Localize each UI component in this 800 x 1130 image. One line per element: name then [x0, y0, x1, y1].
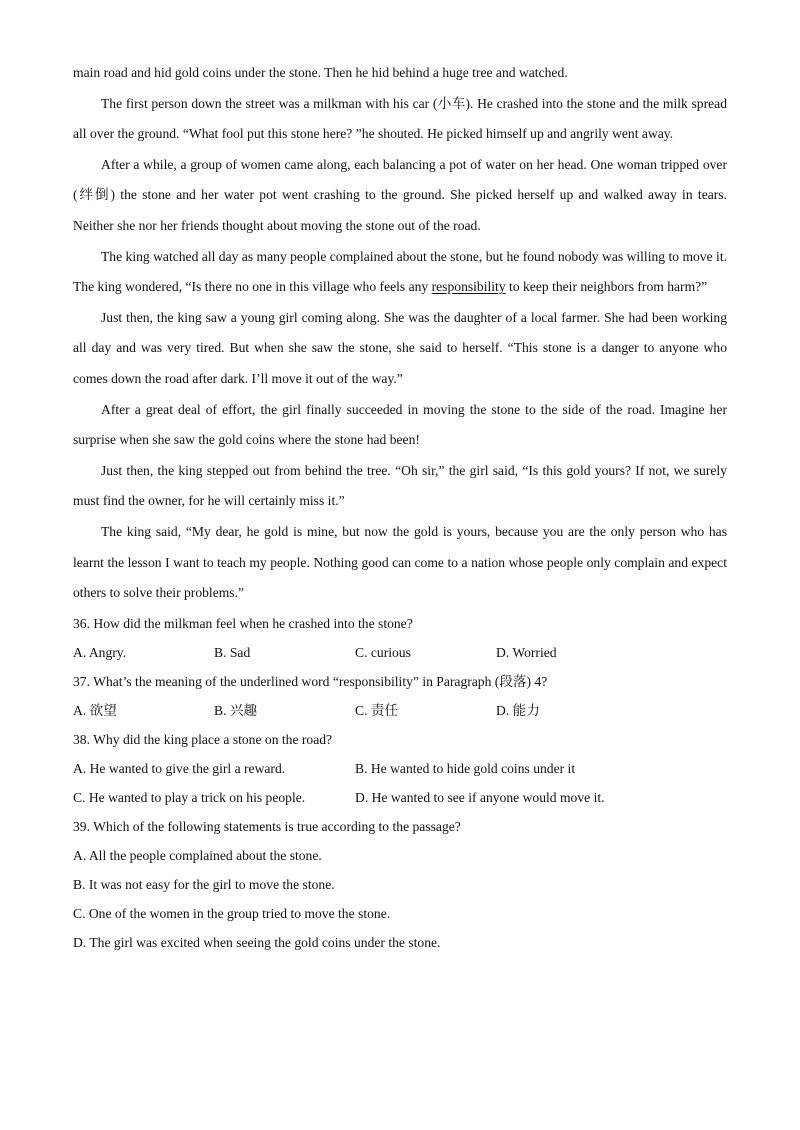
- paragraph-3-text-before: The king watched all day as many people complained about the stone, but he found nobody was willing to move it. The king wondered, “Is there no one in this village who feels any: [73, 248, 727, 295]
- passage-paragraph-3: [73, 242, 727, 303]
- option-b: B. It was not easy for the girl to move the stone.: [73, 876, 335, 892]
- option-b: B. 兴趣: [214, 702, 258, 718]
- question-stem: 36. How did the milkman feel when he crashed into the stone?: [73, 615, 413, 631]
- option-d: D. 能力: [496, 702, 540, 718]
- option-c: C. He wanted to play a trick on his people.: [73, 789, 306, 805]
- question-39: [73, 812, 727, 957]
- option-a: A. 欲望: [73, 702, 117, 718]
- paragraph-3-text-after: to keep their neighbors from harm?”: [505, 279, 708, 295]
- option-a: A. Angry.: [73, 644, 127, 660]
- option-c: C. 责任: [355, 702, 399, 718]
- passage-paragraph-1: The first person down the street was a milkman with his car (小车). He crashed into the stone and the milk spread all over the ground. “What fool put this stone here? ”he shouted. He picked himself up and angrily went away.: [73, 95, 727, 142]
- question-stem: 37. What’s the meaning of the underlined word “responsibility” in Paragraph (段落) 4?: [73, 673, 548, 689]
- option-b: B. He wanted to hide gold coins under it: [355, 760, 576, 776]
- option-b: B. Sad: [214, 644, 251, 660]
- question-36: [73, 609, 727, 667]
- question-options-row-2: [73, 783, 727, 812]
- passage-paragraph-2: After a while, a group of women came along, each balancing a pot of water on her head. One woman tripped over (绊倒) the stone and her water pot went crashing to the ground. She picked herself up and walked away in tears. Neither she nor her friends thought about moving the stone out of the road.: [73, 156, 727, 233]
- option-a: A. All the people complained about the stone.: [73, 847, 322, 863]
- exam-page: [73, 58, 727, 957]
- question-stem: 39. Which of the following statements is true according to the passage?: [73, 818, 461, 834]
- option-d: D. Worried: [496, 644, 557, 660]
- option-a: A. He wanted to give the girl a reward.: [73, 760, 286, 776]
- question-37: [73, 667, 727, 725]
- option-c: C. One of the women in the group tried to move the stone.: [73, 905, 391, 921]
- underlined-word-responsibility: responsibility: [431, 279, 506, 295]
- passage-paragraph-0: main road and hid gold coins under the stone. Then he hid behind a huge tree and watched.: [73, 65, 568, 80]
- passage-paragraph-5: After a great deal of effort, the girl finally succeeded in moving the stone to the side of the road. Imagine her surprise when she saw the gold coins where the stone had been!: [73, 401, 727, 448]
- question-options-row-1: [73, 754, 727, 783]
- option-c: C. curious: [355, 644, 411, 660]
- passage-paragraph-4: Just then, the king saw a young girl coming along. She was the daughter of a local farmer. She had been working all day and was very tired. But when she saw the stone, she said to herself. “This stone is a danger to anyone who comes down the road after dark. I’ll move it out of the way.”: [73, 309, 727, 386]
- option-d: D. The girl was excited when seeing the gold coins under the stone.: [73, 934, 441, 950]
- passage-paragraph-7: The king said, “My dear, he gold is mine, but now the gold is yours, because you are the only person who has learnt the lesson I want to teach my people. Nothing good can come to a nation whose people only complain and expect others to solve their problems.”: [73, 523, 727, 601]
- passage-paragraph-6: Just then, the king stepped out from behind the tree. “Oh sir,” the girl said, “Is this gold yours? If not, we surely must find the owner, for he will certainly miss it.”: [73, 462, 727, 509]
- question-38: [73, 725, 727, 812]
- option-d: D. He wanted to see if anyone would move it.: [355, 789, 605, 805]
- question-options: [73, 638, 727, 667]
- question-options: [73, 696, 727, 725]
- question-stem: 38. Why did the king place a stone on the road?: [73, 731, 333, 747]
